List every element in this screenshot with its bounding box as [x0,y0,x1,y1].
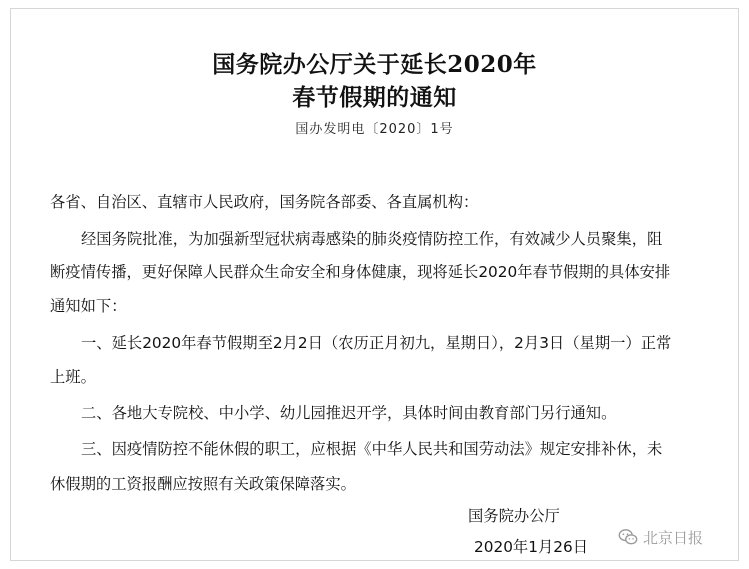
issuer-signature: 国务院办公厅 [468,507,560,525]
watermark [617,526,703,548]
paragraph-1-line-1: 经国务院批准，为加强新型冠状病毒感染的肺炎疫情防控工作，有效减少人员聚集，阻 [81,230,663,248]
item-3-line-2: 休假期的工资报酬应按照有关政策保障落实。 [50,475,356,493]
document-title-line-1: 国务院办公厅关于延长2020年 [212,51,537,78]
watermark-text: 北京日报 [643,528,704,547]
salutation-line: 各省、自治区、直辖市人民政府，国务院各部委、各直属机构： [50,193,479,211]
item-1-line-2: 上班。 [50,368,96,386]
document-title-line-2: 春节假期的通知 [292,84,457,111]
paragraph-1-line-3: 通知如下： [50,297,127,315]
item-2-line-1: 二、各地大专院校、中小学、幼儿园推迟开学，具体时间由教育部门另行通知。 [81,404,617,422]
item-3-line-1: 三、因疫情防控不能休假的职工，应根据《中华人民共和国劳动法》规定安排补休，未 [81,440,663,458]
item-1-line-1: 一、延长2020年春节假期至2月2日（农历正月初九，星期日），2月3日（星期一）正常 [81,334,672,352]
issue-date: 2020年1月26日 [474,538,589,556]
wechat-icon [617,526,639,548]
paragraph-1-line-2: 断疫情传播，更好保障人民群众生命安全和身体健康，现将延长2020年春节假期的具体安排 [50,263,671,281]
document-number: 国办发明电〔2020〕1号 [295,122,454,137]
